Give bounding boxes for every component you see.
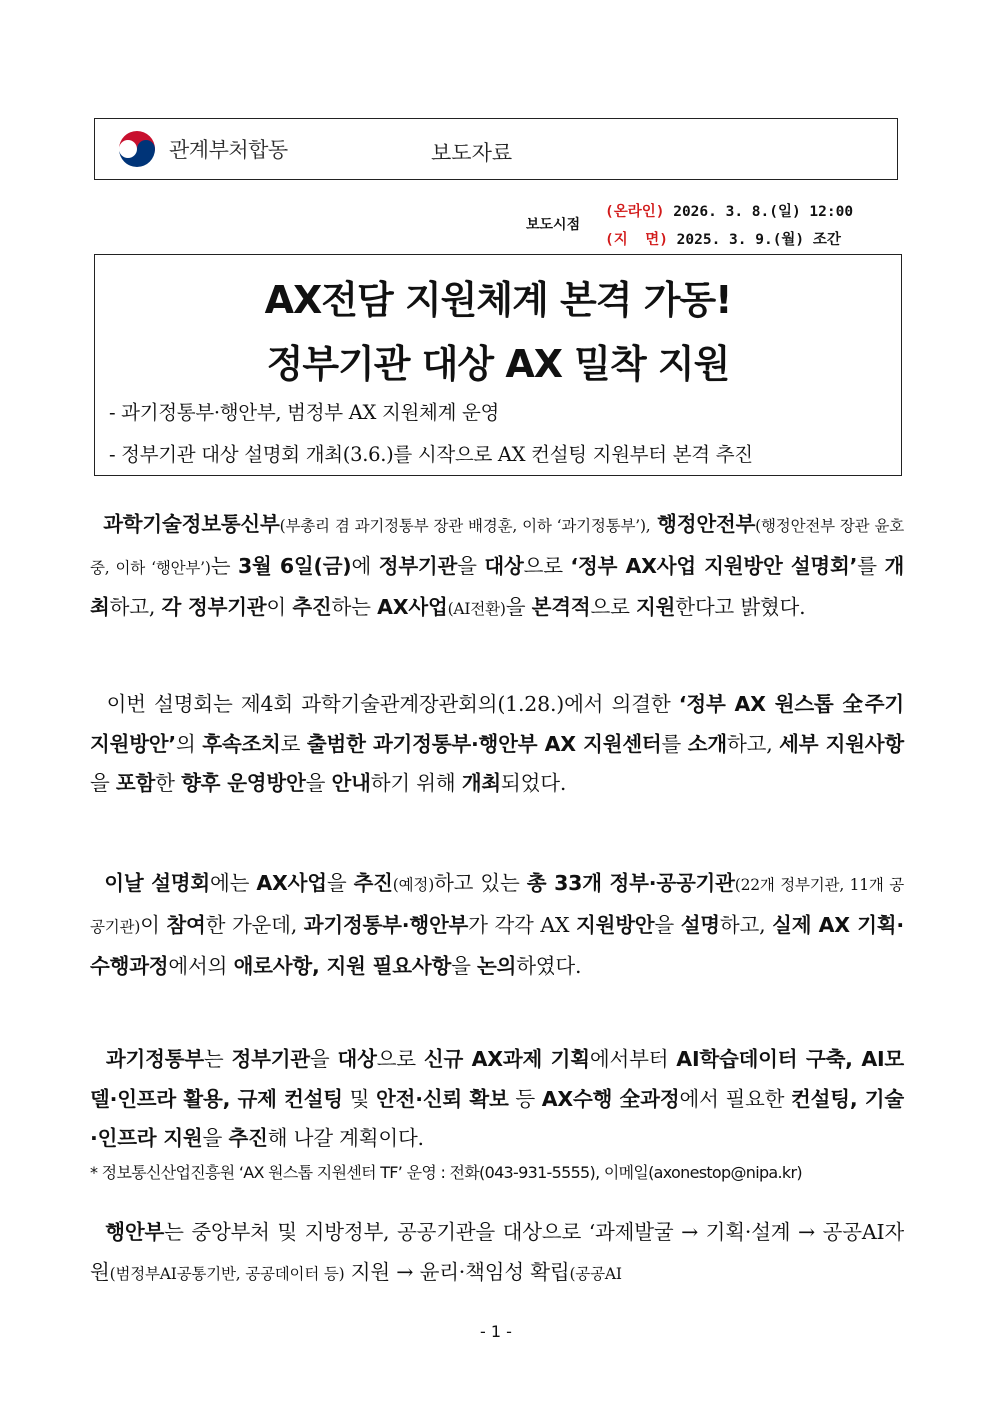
bold-run: 안전·신뢰 확보 — [376, 1086, 509, 1111]
text-run: 을 — [305, 771, 332, 795]
bold-run: 지원방안 — [576, 912, 655, 937]
release-online-row — [605, 200, 853, 221]
text-run — [90, 1220, 105, 1244]
subtitle-1: - 과기정통부·행안부, 범정부 AX 지원체계 운영 — [109, 401, 500, 424]
bold-run: 애로사항, 지원 필요사항 — [233, 954, 452, 978]
bold-run: 설명 — [680, 912, 720, 937]
bold-run: 출범한 과기정통부·행안부 AX 지원센터 — [306, 731, 662, 756]
bold-run: AX사업 — [256, 871, 327, 895]
text-run: 하는 — [331, 595, 378, 619]
bold-run: 안내 — [331, 771, 371, 795]
text-run: 의 — [176, 731, 203, 756]
text-run: 에서부터 — [589, 1047, 677, 1071]
text-run: 으로 — [376, 1047, 424, 1071]
bold-run: 이날 설명회 — [104, 871, 211, 895]
bold-run: 실제 AX 기획·수행과정 — [90, 912, 904, 978]
bold-run: 포함 — [115, 771, 156, 795]
paragraph-3 — [90, 864, 904, 987]
bold-run: 과기정통부 — [105, 1047, 204, 1071]
text-run: 을 — [202, 1126, 229, 1150]
small-run: (행정안전부 장관 윤호중, 이하 ‘행안부’) — [90, 517, 904, 577]
text-run: 을 — [457, 553, 485, 578]
text-run: 을 — [451, 954, 477, 978]
small-run: (AI전환) — [447, 600, 506, 618]
text-run: 는 — [203, 1047, 232, 1071]
print-date: 2025. 3. 9.(월) 조간 — [667, 232, 841, 248]
text-run: 하고, — [109, 595, 162, 619]
text-run: 하였다. — [516, 954, 582, 978]
bold-run: 참여 — [166, 912, 206, 937]
doc-type: 보도자료 — [431, 141, 513, 165]
bold-run: 정부기관 — [378, 553, 458, 578]
text-run: 이 — [140, 912, 167, 937]
bold-run: 대상 — [337, 1047, 377, 1071]
text-run: 이번 설명회는 제4회 과학기술관계장관회의(1.28.)에서 의결한 — [90, 692, 679, 716]
small-run: (22개 정부기관, 11개 공공기관) — [90, 876, 904, 936]
bold-run: 과기정통부·행안부 — [303, 912, 469, 937]
bold-run: 총 33개 정부·공공기관 — [526, 871, 735, 895]
text-run — [90, 1047, 106, 1071]
text-run: 을 — [90, 771, 116, 795]
bold-run: ‘정부 AX사업 지원방안 설명회’ — [570, 553, 858, 578]
text-run — [90, 871, 104, 895]
text-run: 해 나갈 계획이다. — [267, 1126, 424, 1150]
bold-run: 추진 — [353, 871, 393, 895]
bold-run: ‘정부 AX 원스톱 全주기 지원방안’ — [90, 692, 904, 756]
text-run: 에서의 — [168, 954, 234, 978]
bold-run: 추진 — [292, 595, 332, 619]
text-run: 에 — [351, 553, 379, 578]
text-run: 을 — [654, 912, 681, 937]
text-run: 등 — [508, 1086, 542, 1111]
bold-run: 소개 — [687, 731, 727, 756]
paragraph-4 — [90, 1040, 904, 1159]
text-run: 으로 — [590, 595, 636, 619]
bold-run: 행정안전부 — [657, 512, 756, 536]
org-name: 관계부처합동 — [169, 138, 288, 162]
bold-run: 지원 — [636, 595, 676, 619]
bold-run: 향후 운영방안 — [181, 771, 306, 795]
title-line-1: AX전담 지원체계 본격 가동! — [264, 278, 732, 322]
logo — [115, 129, 288, 169]
text-run: 으로 — [523, 553, 571, 578]
bold-run: 컨설팅, 기술·인프라 지원 — [90, 1086, 904, 1150]
bold-run: AI학습데이터 구축, AI모델·인프라 활용, 규제 컨설팅 — [90, 1047, 905, 1111]
text-run: 하고, — [726, 731, 780, 756]
text-run: 을 — [505, 595, 532, 619]
release-print-row — [605, 228, 841, 249]
text-run: 지원 → 윤리·책임성 확립 — [344, 1259, 570, 1284]
small-run: (범정부AI공통기반, 공공데이터 등) — [109, 1264, 345, 1283]
bold-run: 정부기관 — [231, 1047, 310, 1071]
bold-run: AX사업 — [377, 595, 448, 619]
bold-run: 3월 6일(금) — [237, 553, 352, 578]
text-run: 한다고 밝혔다. — [675, 595, 806, 619]
page-number: - 1 - — [480, 1322, 512, 1341]
paragraph-5 — [90, 1213, 904, 1294]
bold-run: 논의 — [476, 954, 517, 978]
online-label: (온라인) — [605, 204, 665, 220]
bold-run: 개최 — [90, 553, 905, 619]
bold-run: 개최 — [461, 771, 502, 795]
paragraph-1 — [90, 505, 904, 630]
text-run: 를 — [857, 553, 885, 578]
bold-run: 후속조치 — [202, 731, 281, 756]
small-run: (예정) — [392, 876, 435, 894]
text-run: 가 각각 AX — [468, 912, 576, 937]
header-box — [94, 118, 898, 180]
release-info — [0, 196, 992, 252]
text-run: 을 — [326, 871, 354, 895]
text-run: 이 — [266, 595, 293, 619]
text-run: 되었다. — [501, 771, 567, 795]
bold-run: 과학기술정보통신부 — [103, 512, 280, 536]
bold-run: 본격적 — [531, 595, 591, 619]
paragraph-2 — [90, 685, 904, 804]
small-run: (공공AI — [569, 1264, 622, 1283]
release-label: 보도시점 — [526, 217, 581, 233]
text-run: 는 중앙부처 및 지방정부, 공공기관을 대상으로 ‘과제발굴 → 기획·설계 → 공공AI자원 — [90, 1220, 904, 1284]
online-date: 2026. 3. 8.(일) 12:00 — [664, 204, 854, 220]
text-run: 하고 있는 — [434, 871, 527, 895]
title-line-2: 정부기관 대상 AX 밀착 지원 — [266, 342, 730, 386]
taegeuk-logo-icon — [115, 127, 159, 171]
subtitle-2: - 정부기관 대상 설명회 개최(3.6.)를 시작으로 AX 컨설팅 지원부터 본격 추진 — [109, 443, 753, 466]
text-run: 를 — [661, 731, 688, 756]
bold-run: AX수행 全과정 — [541, 1086, 680, 1111]
text-run: 는 — [210, 553, 238, 578]
bold-run: 신규 AX과제 기획 — [423, 1047, 590, 1071]
text-run: 하고, — [719, 912, 773, 937]
text-run: 하기 위해 — [370, 771, 462, 795]
bold-run: 대상 — [484, 553, 524, 578]
bold-run: 세부 지원사항 — [779, 731, 905, 756]
bold-run: 추진 — [228, 1126, 268, 1150]
text-run: 에서 필요한 — [679, 1086, 792, 1111]
title-box — [94, 254, 902, 476]
text-run: 에는 — [210, 871, 257, 895]
text-run: 한 — [155, 771, 182, 795]
text-run: 을 — [309, 1047, 338, 1071]
bold-run: 행안부 — [105, 1220, 165, 1244]
small-run: (부총리 겸 과기정통부 장관 배경훈, 이하 ‘과기정통부’), — [279, 517, 651, 535]
text-run: 및 — [342, 1086, 377, 1111]
text-run: 한 가운데, — [205, 912, 304, 937]
text-run: 로 — [280, 731, 307, 756]
print-label: (지 면) — [605, 232, 668, 248]
bold-run: 각 정부기관 — [161, 595, 267, 619]
text-run — [90, 512, 103, 536]
footnote: * 정보통신산업진흥원 ‘AX 원스톱 지원센터 TF’ 운영 : 전화(043-931-5555), 이메일(axonestop@nipa.kr) — [90, 1163, 802, 1182]
